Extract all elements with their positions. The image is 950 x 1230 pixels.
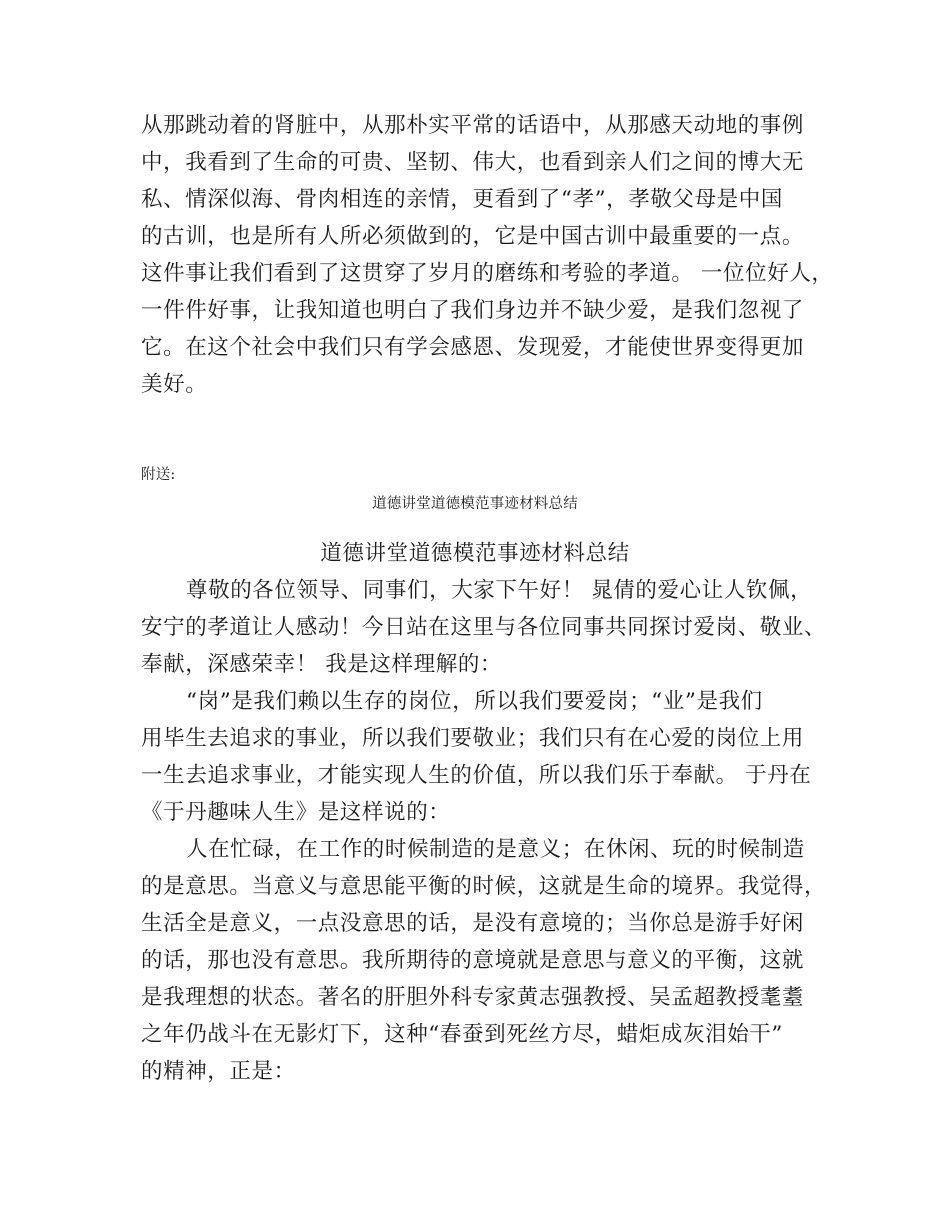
paragraph-line: 安宁的孝道让人感动！今日站在这里与各位同事共同探讨爱岗、敬业、	[141, 615, 827, 640]
paragraph-line: “岗”是我们赖以生存的岗位，所以我们要爱岗；“业”是我们	[186, 689, 763, 714]
paragraph-line: 的古训，也是所有人所必须做到的，它是中国古训中最重要的一点。	[141, 224, 805, 249]
paragraph-line: 之年仍战斗在无影灯下，这种“春蚕到死丝方尽，蜡炬成灰泪始干”	[141, 1022, 783, 1047]
paragraph-line: 中，我看到了生命的可贵、坚韧、伟大，也看到亲人们之间的博大无	[141, 150, 805, 175]
paragraph-line: 《于丹趣味人生》是这样说的：	[141, 800, 451, 825]
paragraph-line: 的话，那也没有意思。我所期待的意境就是意思与意义的平衡，这就	[141, 948, 805, 973]
appendix-label: 附送:	[141, 467, 176, 483]
paragraph-line: 的是意思。当意义与意思能平衡的时候，这就是生命的境界。我觉得，	[141, 874, 827, 899]
paragraph-line: 从那跳动着的肾脏中，从那朴实平常的话语中，从那感天动地的事例	[141, 113, 805, 138]
paragraph-line: 一生去追求事业，才能实现人生的价值，所以我们乐于奉献。 于丹在	[141, 763, 812, 788]
paragraph-line: 用毕生去追求的事业，所以我们要敬业；我们只有在心爱的岗位上用	[141, 726, 805, 751]
paragraph-line: 是我理想的状态。著名的肝胆外科专家黄志强教授、吴孟超教授耄耋	[141, 985, 805, 1010]
paragraph-line: 尊敬的各位领导、同事们，大家下午好！ 晁倩的爱心让人钦佩，	[186, 578, 813, 603]
appendix-small-title: 道德讲堂道德模范事迹材料总结	[372, 496, 578, 512]
paragraph-line: 它。在这个社会中我们只有学会感恩、发现爱，才能使世界变得更加	[141, 335, 805, 360]
paragraph-line: 美好。	[141, 372, 208, 397]
paragraph-line: 一件件好事，让我知道也明白了我们身边并不缺少爱，是我们忽视了	[141, 298, 805, 323]
document-title: 道德讲堂道德模范事迹材料总结	[320, 541, 630, 566]
paragraph-line: 奉献，深感荣幸！ 我是这样理解的：	[141, 652, 503, 677]
paragraph-line: 人在忙碌，在工作的时候制造的是意义；在休闲、玩的时候制造	[186, 837, 805, 862]
paragraph-line: 这件事让我们看到了这贯穿了岁月的磨练和考验的孝道。 一位位好人，	[141, 261, 834, 286]
paragraph-line: 的精神，正是：	[141, 1059, 296, 1084]
paragraph-line: 私、情深似海、骨肉相连的亲情，更看到了“孝”，孝敬父母是中国	[141, 187, 783, 212]
paragraph-line: 生活全是意义，一点没意思的话，是没有意境的；当你总是游手好闲	[141, 911, 805, 936]
